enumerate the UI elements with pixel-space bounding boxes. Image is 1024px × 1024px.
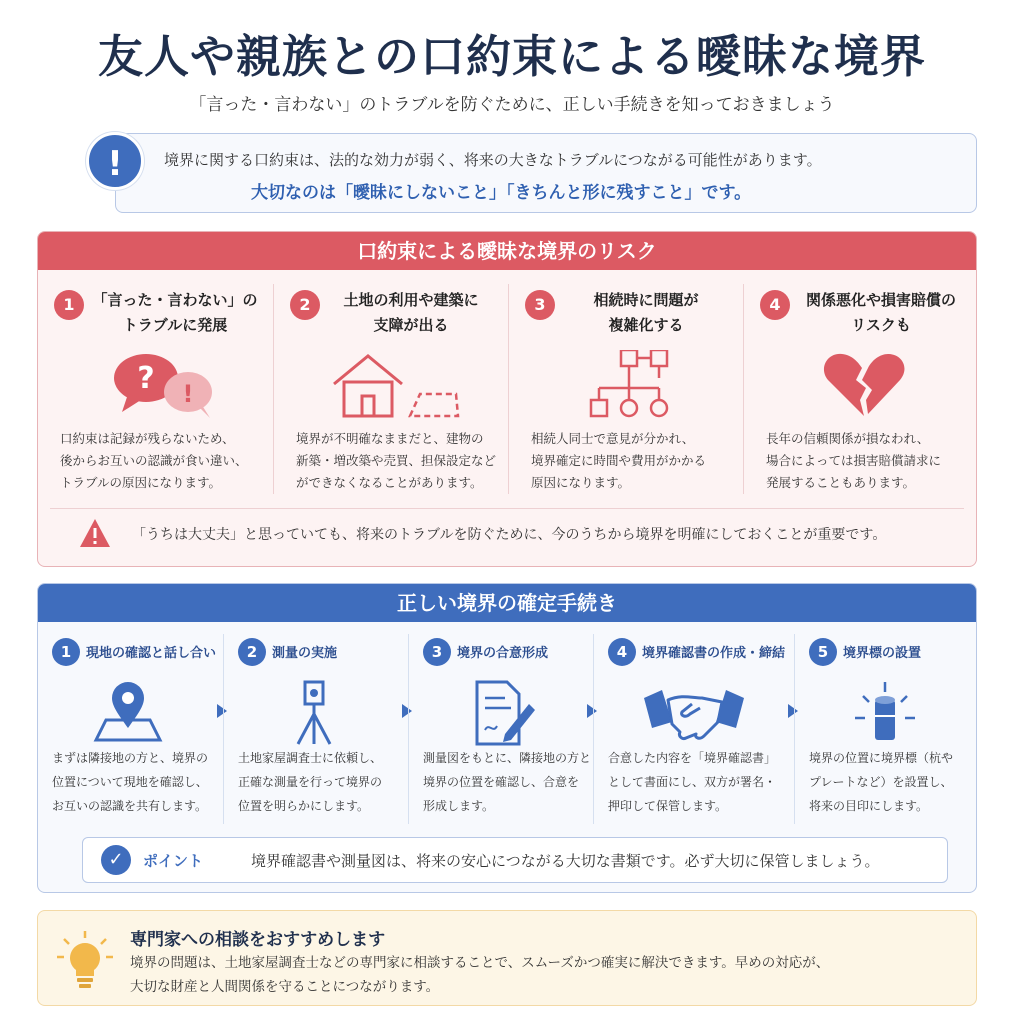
risk-description: 相続人同士で意見が分かれ、 境界確定に時間や費用がかかる 原因になります。 <box>531 431 707 490</box>
procedure-step <box>794 634 977 824</box>
broken-heart-icon <box>794 350 934 420</box>
risk-title: 相続時に問題が 複雑化する <box>593 291 699 334</box>
step-description: まずは隣接地の方と、境界の 位置について現地を確認し、 お互いの認識を共有します。 <box>52 751 209 813</box>
point-label: ポイント <box>143 852 204 870</box>
step-number: 1 <box>52 638 80 666</box>
risk-title: 関係悪化や損害賠償の リスクも <box>805 291 956 334</box>
step-description: 境界の位置に境界標（杭や プレートなど）を設置し、 将来の目印にします。 <box>809 751 954 813</box>
family-tree-icon <box>559 350 699 420</box>
speech-bubbles-icon <box>88 350 228 420</box>
risk-item <box>273 284 508 494</box>
procedure-heading: 正しい境界の確定手続き <box>38 584 976 622</box>
intro-emphasis: 大切なのは「曖昧にしないこと」「きちんと形に残すこと」です。 <box>251 183 752 203</box>
document-pen-icon <box>459 678 539 748</box>
procedure-step <box>593 634 793 824</box>
expert-title: 専門家への相談をおすすめします <box>130 930 386 950</box>
warning-icon <box>78 517 112 549</box>
risk-number: 2 <box>290 290 320 320</box>
risk-number: 4 <box>760 290 790 320</box>
handshake-icon <box>642 678 746 748</box>
step-description: 合意した内容を「境界確認書」 として書面にし、双方が署名・ 押印して保管します。 <box>608 751 777 813</box>
step-title: 現地の確認と話し合い <box>86 646 217 661</box>
step-description: 土地家屋調査士に依頼し、 正確な測量を行って境界の 位置を明らかにします。 <box>238 751 383 813</box>
risk-panel <box>37 231 977 567</box>
step-title: 測量の実施 <box>272 646 338 661</box>
house-icon <box>324 350 464 420</box>
step-number: 3 <box>423 638 451 666</box>
step-description: 測量図をもとに、隣接地の方と 境界の位置を確認し、合意を 形成します。 <box>423 751 592 813</box>
expert-text: 境界の問題は、土地家屋調査士などの専門家に相談することで、スムーズかつ確実に解決できます。早めの対応が、 大切な財産と人間関係を守ることにつながります。 <box>130 955 830 995</box>
risk-warning <box>50 508 964 554</box>
expert-panel <box>37 910 977 1006</box>
svg-text:?: ? <box>137 361 155 396</box>
risk-title: 土地の利用や建築に 支障が出る <box>343 291 479 334</box>
svg-text:!: ! <box>182 380 194 408</box>
risk-description: 口約束は記録が残らないため、 後からお互いの認識が食い違い、 トラブルの原因になります。 <box>60 431 248 490</box>
page-title: 友人や親族との口約束による曖昧な境界 <box>97 30 926 83</box>
risk-item <box>743 284 977 494</box>
page-subtitle: 「言った・言わない」のトラブルを防ぐために、正しい手続きを知っておきましょう <box>189 95 835 115</box>
risk-number: 1 <box>54 290 84 320</box>
procedure-panel <box>37 583 977 893</box>
step-title: 境界の合意形成 <box>457 646 549 661</box>
step-number: 5 <box>809 638 837 666</box>
risk-item <box>38 284 273 494</box>
intro-text: 境界に関する口約束は、法的な効力が弱く、将来の大きなトラブルにつながる可能性があります。 <box>164 151 822 169</box>
step-number: 4 <box>608 638 636 666</box>
procedure-step <box>408 634 593 824</box>
procedure-step <box>38 634 223 824</box>
exclamation-icon: ! <box>86 132 144 190</box>
check-icon: ✓ <box>101 845 131 875</box>
step-number: 2 <box>238 638 266 666</box>
step-title: 境界確認書の作成・締結 <box>642 646 786 661</box>
point-box <box>82 837 948 883</box>
step-title: 境界標の設置 <box>843 646 922 661</box>
survey-tripod-icon <box>274 678 354 748</box>
risk-item <box>508 284 743 494</box>
lightbulb-icon <box>56 929 114 991</box>
risk-title: 「言った・言わない」の トラブルに発展 <box>92 291 258 334</box>
risk-heading: 口約束による曖昧な境界のリスク <box>38 232 976 270</box>
procedure-step <box>223 634 408 824</box>
point-text: 境界確認書や測量図は、将来の安心につながる大切な書類です。必ず大切に保管しましょう。 <box>251 852 880 870</box>
map-pin-icon <box>88 678 168 748</box>
warning-text: 「うちは大丈夫」と思っていても、将来のトラブルを防ぐために、今のうちから境界を明確にしておくことが重要です。 <box>132 527 887 543</box>
risk-description: 長年の信頼関係が損なわれ、 場合によっては損害賠償請求に 発展することもあります。 <box>766 431 942 490</box>
risk-number: 3 <box>525 290 555 320</box>
boundary-marker-icon <box>845 678 925 748</box>
risk-description: 境界が不明確なままだと、建物の 新築・増改築や売買、担保設定など ができなくなることがあります。 <box>296 431 497 490</box>
intro-box <box>115 133 977 213</box>
